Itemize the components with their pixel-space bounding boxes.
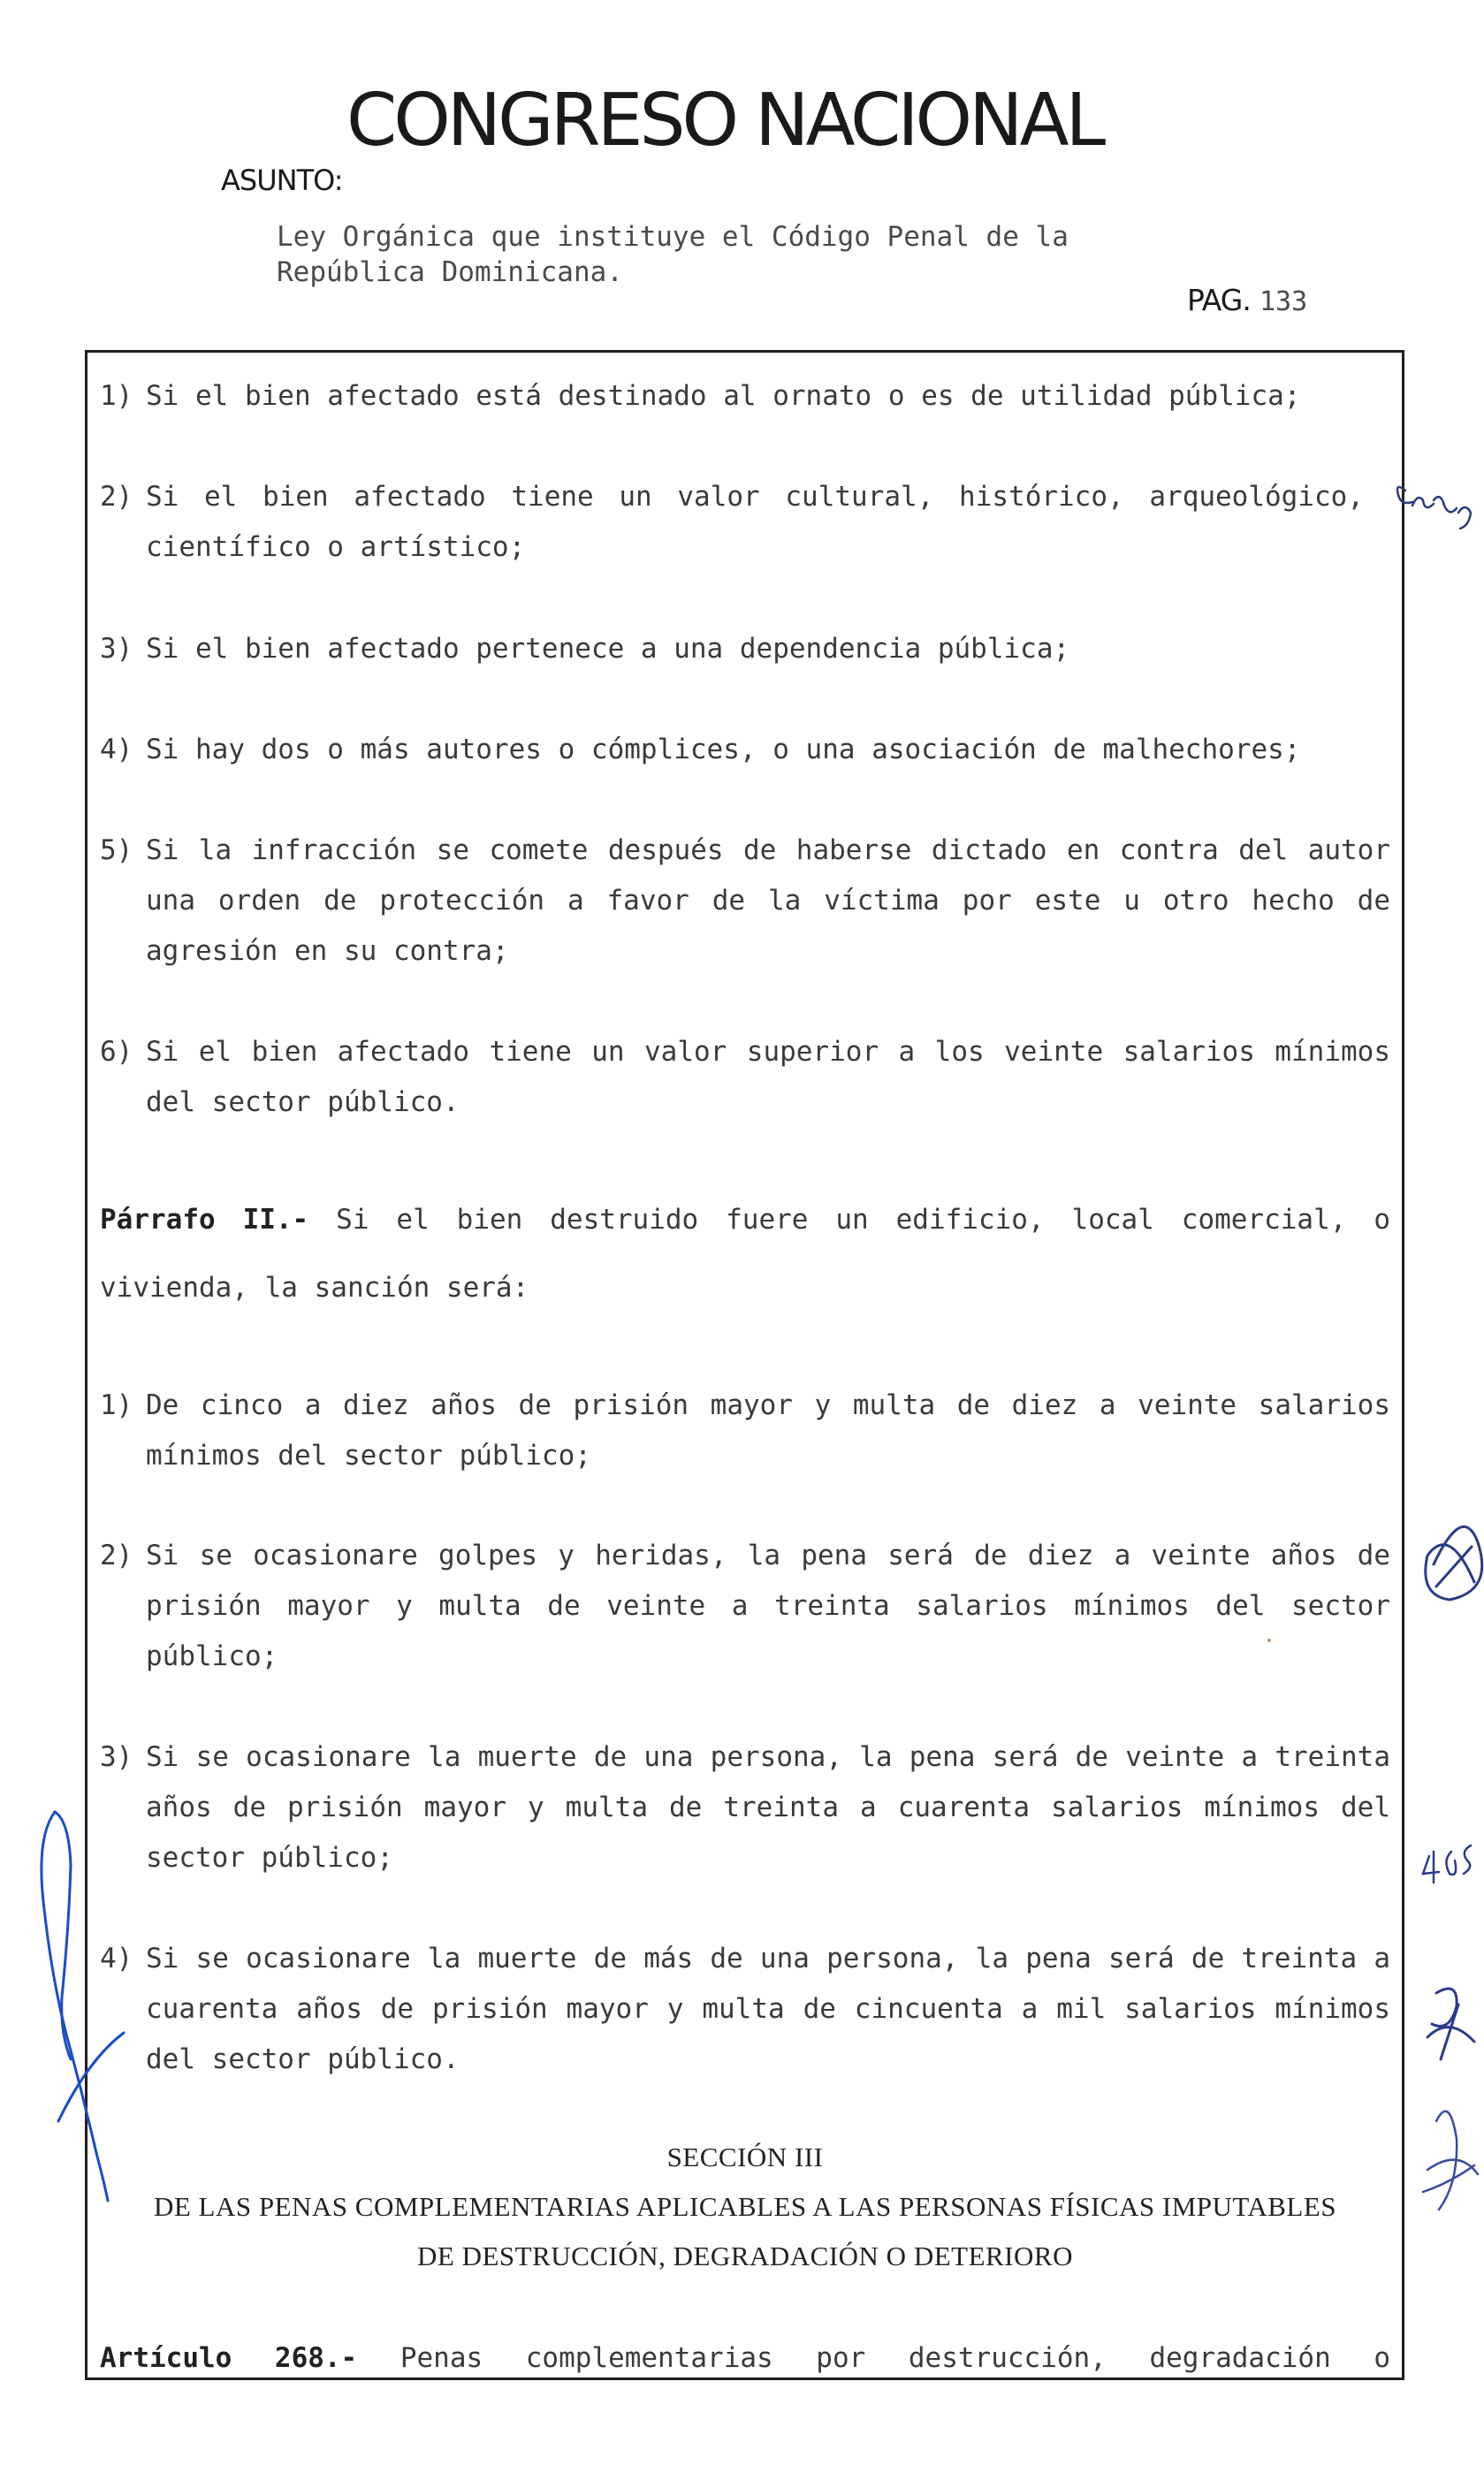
subject-text: Ley Orgánica que instituye el Código Penal de la República Dominicana. [277,221,1069,288]
article-label: Artículo 268.- [100,2342,358,2374]
paragraph-text: Si el bien destruido fuere un edificio, local comercial, o vivienda, la sanción será: [100,1204,1390,1304]
signature-right-1 [1426,1526,1482,1600]
list-item: 2) Si se ocasionare golpes y heridas, la pena será de diez a veinte años de prisión mayor y multa de veinte a treinta salarios mínimos del sector público; [100,1540,1390,1672]
list-item: 4) Si hay dos o más autores o cómplices, o una asociación de malhechores; [100,734,1301,765]
section-title-line1: DE LAS PENAS COMPLEMENTARIAS APLICABLES A LAS PERSONAS FÍSICAS IMPUTABLES [153,2191,1337,2222]
list-item: 4) Si se ocasionare la muerte de más de una persona, la pena será de treinta a cuarenta años de prisión mayor y multa de cincuenta a mil salarios mínimos del sector público. [100,1943,1390,2075]
signature-right-2 [1427,1989,1474,2059]
list-item: 3) Si el bien afectado pertenece a una dependencia pública; [100,633,1070,665]
handwritten-note-405 [1423,1845,1471,1883]
signature-right-3 [1423,2111,1478,2210]
list-item: 2) Si el bien afectado tiene un valor cultural, histórico, arqueológico, científico o artístico; [100,481,1364,563]
list-item: 5) Si la infracción se comete después de haberse dictado en contra del autor una orden de protección a favor de la víctima por este u otro hecho de agresión en su contra; [100,834,1390,967]
signature-left [42,1812,124,2201]
ink-dot [1267,1639,1271,1642]
list-item: 3) Si se ocasionare la muerte de una persona, la pena será de veinte a treinta años de prisión mayor y multa de treinta a cuarenta salarios mínimos del sector público; [100,1741,1390,1874]
page-label: PAG. [1187,283,1251,317]
paragraph-label: Párrafo II.- [100,1204,309,1236]
page-number: 133 [1259,286,1308,317]
section-number: SECCIÓN III [666,2142,824,2172]
list-item: 6) Si el bien afectado tiene un valor superior a los veinte salarios mínimos del sector público. [100,1036,1390,1118]
section-title-line2: DE DESTRUCCIÓN, DEGRADACIÓN O DETERIORO [417,2241,1073,2271]
list-item: 1) De cinco a diez años de prisión mayor y multa de diez a veinte salarios mínimos del sector público; [100,1389,1390,1472]
handwritten-note-top [1397,487,1471,529]
article-text: Penas complementarias por destrucción, degradación o [357,2342,1391,2374]
asunto-label: ASUNTO: [221,164,343,197]
document-header-title: CONGRESO NACIONAL [346,79,1103,163]
list-item: 1) Si el bien afectado está destinado al ornato o es de utilidad pública; [100,380,1301,412]
